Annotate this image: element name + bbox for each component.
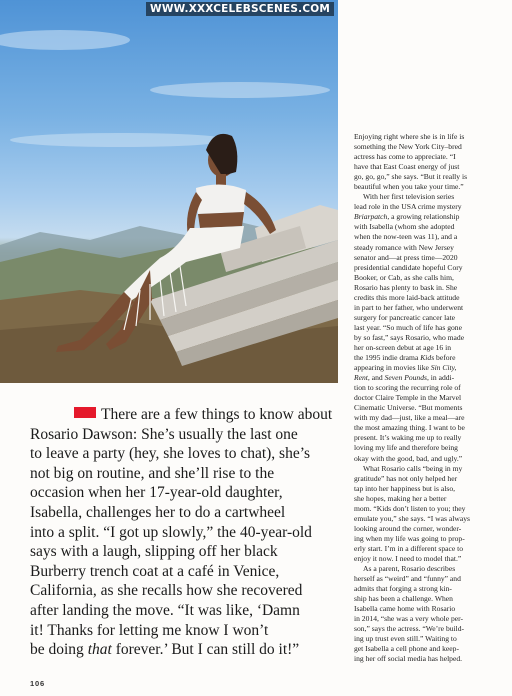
col-em: Kids	[420, 353, 435, 363]
intro-last-post: forever.’ But I can still do it!”	[111, 641, 300, 659]
col-em: Rent	[354, 373, 368, 383]
col-text: , a growing relationship	[387, 212, 460, 222]
col-em: Seven Pounds	[384, 373, 427, 383]
intro-line: it! Thanks for letting me know I won’t	[30, 621, 269, 639]
intro-line: occasion when her 17-year-old daughter,	[30, 484, 283, 502]
intro-line: into a split. “I got up slowly,” the 40-year-old	[30, 523, 312, 541]
col-line: credits this more laid-back attitude	[354, 292, 460, 302]
col-line: steady romance with New Jersey	[354, 242, 454, 252]
col-line: Cinematic Universe. “But moments	[354, 403, 463, 413]
col-line	[354, 353, 494, 363]
col-line: enjoy it now. I need to model that.”	[354, 553, 462, 563]
col-line: something the New York City–bred	[354, 142, 462, 152]
intro-line-1-text: There are a few things to know about	[101, 406, 333, 423]
intro-line: after landing the move. “It was like, ‘Damn	[30, 601, 300, 619]
page-number: 106	[30, 679, 45, 688]
col-line: ship has been a challenge. When	[354, 594, 453, 604]
col-line: Isabella came home with Rosario	[354, 604, 456, 614]
col-line: As a parent, Rosario describes	[363, 564, 456, 574]
watermark-label: WWW.XXXCELEBSCENES.COM	[146, 2, 334, 16]
col-line: loving my life and therefore being	[354, 443, 458, 453]
col-line: senator and—at press time—2020	[354, 252, 458, 262]
col-line: tap into her happiness but is also,	[354, 483, 456, 493]
body-column	[354, 132, 494, 664]
intro-line: says with a laugh, slipping off her black	[30, 543, 278, 561]
col-line: in part to her father, who underwent	[354, 302, 464, 312]
col-line	[354, 212, 494, 222]
col-line: doctor Claire Temple in the Marvel	[354, 393, 462, 403]
col-line: herself as “weird” and “funny” and	[354, 574, 461, 584]
col-line: get Isabella a cell phone and keep-	[354, 644, 459, 654]
intro-line: to leave a party (hey, she loves to chat), she’s	[30, 445, 311, 463]
col-text: , and	[367, 373, 385, 383]
col-em: Briarpatch	[354, 212, 388, 222]
col-em: Sin City,	[430, 363, 457, 373]
col-line: last year. “So much of life has gone	[354, 322, 462, 332]
col-line: have that East Coast energy of just	[354, 162, 460, 172]
red-marker-icon	[74, 407, 96, 418]
col-line: the most amazing thing. I want to be	[354, 423, 465, 433]
col-line	[354, 363, 494, 373]
intro-paragraph	[30, 405, 333, 660]
col-line: by so fast,” says Rosario, who made	[354, 332, 465, 342]
col-line: mom. “Kids don’t listen to you; they	[354, 503, 466, 513]
col-text: before	[434, 353, 456, 363]
col-line: With her first television series	[363, 192, 455, 202]
col-line: actress has come to appreciate. “I	[354, 152, 456, 162]
col-line: lead role in the USA crime mystery	[354, 202, 462, 212]
photo-illustration	[0, 0, 338, 383]
col-line: admits that forging a strong kin-	[354, 584, 452, 594]
col-line: looking around the corner, wonder-	[354, 523, 462, 533]
col-line: she hopes, making her a better	[354, 493, 447, 503]
intro-line-1	[30, 405, 333, 425]
col-line: Rosario has plenty to bask in. She	[354, 282, 458, 292]
col-line: gratitude” has not only helped her	[354, 473, 458, 483]
col-line: Enjoying right where she is in life is	[354, 132, 465, 141]
col-line: son,” says the actress. “We’re build-	[354, 624, 465, 634]
col-text: , in addi-	[426, 373, 455, 383]
col-line: with Isabella (whom she adopted	[354, 222, 455, 232]
col-text: appearing in movies like	[354, 363, 431, 373]
col-line: her on-screen debut at age 16 in	[354, 342, 451, 352]
intro-line: not big on routine, and she’ll rise to the	[30, 464, 275, 482]
photo-woman-on-steps	[0, 0, 338, 383]
col-line: Booker, or Cab, as she calls him,	[354, 272, 454, 282]
col-line: when the now-teen was 11), and a	[354, 232, 458, 242]
col-text: the 1995 indie drama	[354, 353, 421, 363]
col-line: beautiful when you take your time.”	[354, 182, 464, 192]
col-line: tion to scoring the recurring role of	[354, 383, 461, 393]
col-line: presidential candidate hopeful Cory	[354, 262, 463, 272]
col-line: erly start. I’m in a different space to	[354, 543, 464, 553]
intro-last-em: that	[87, 641, 112, 659]
intro-line: Isabella, challenges her to do a cartwheel	[30, 503, 286, 521]
col-line	[354, 373, 494, 383]
intro-line: Rosario Dawson: She’s usually the last one	[30, 425, 298, 443]
col-line: present. It’s waking me up to really	[354, 433, 462, 443]
intro-line: Burberry trench coat at a café in Venice,	[30, 562, 280, 580]
col-line: ing up trust even still.” Waiting to	[354, 634, 457, 644]
col-line: go, go, go,” she says. “But it really is	[354, 172, 468, 182]
intro-line-last	[30, 640, 325, 660]
intro-last-pre: be doing	[30, 641, 88, 659]
col-line: emulate you,” she says. “I was always	[354, 513, 470, 523]
col-line: surgery for pancreatic cancer late	[354, 312, 456, 322]
col-line: in 2014, “she was a very whole per-	[354, 614, 464, 624]
col-line: okay with the good, bad, and ugly.”	[354, 453, 463, 463]
intro-line: California, as she recalls how she recovered	[30, 582, 303, 600]
col-line: ing when my life was going to prop-	[354, 533, 465, 543]
col-line: What Rosario calls “being in my	[363, 463, 463, 473]
col-line: ing her off social media has helped.	[354, 654, 463, 664]
col-line: with my dad—just, like a meal—are	[354, 413, 465, 423]
